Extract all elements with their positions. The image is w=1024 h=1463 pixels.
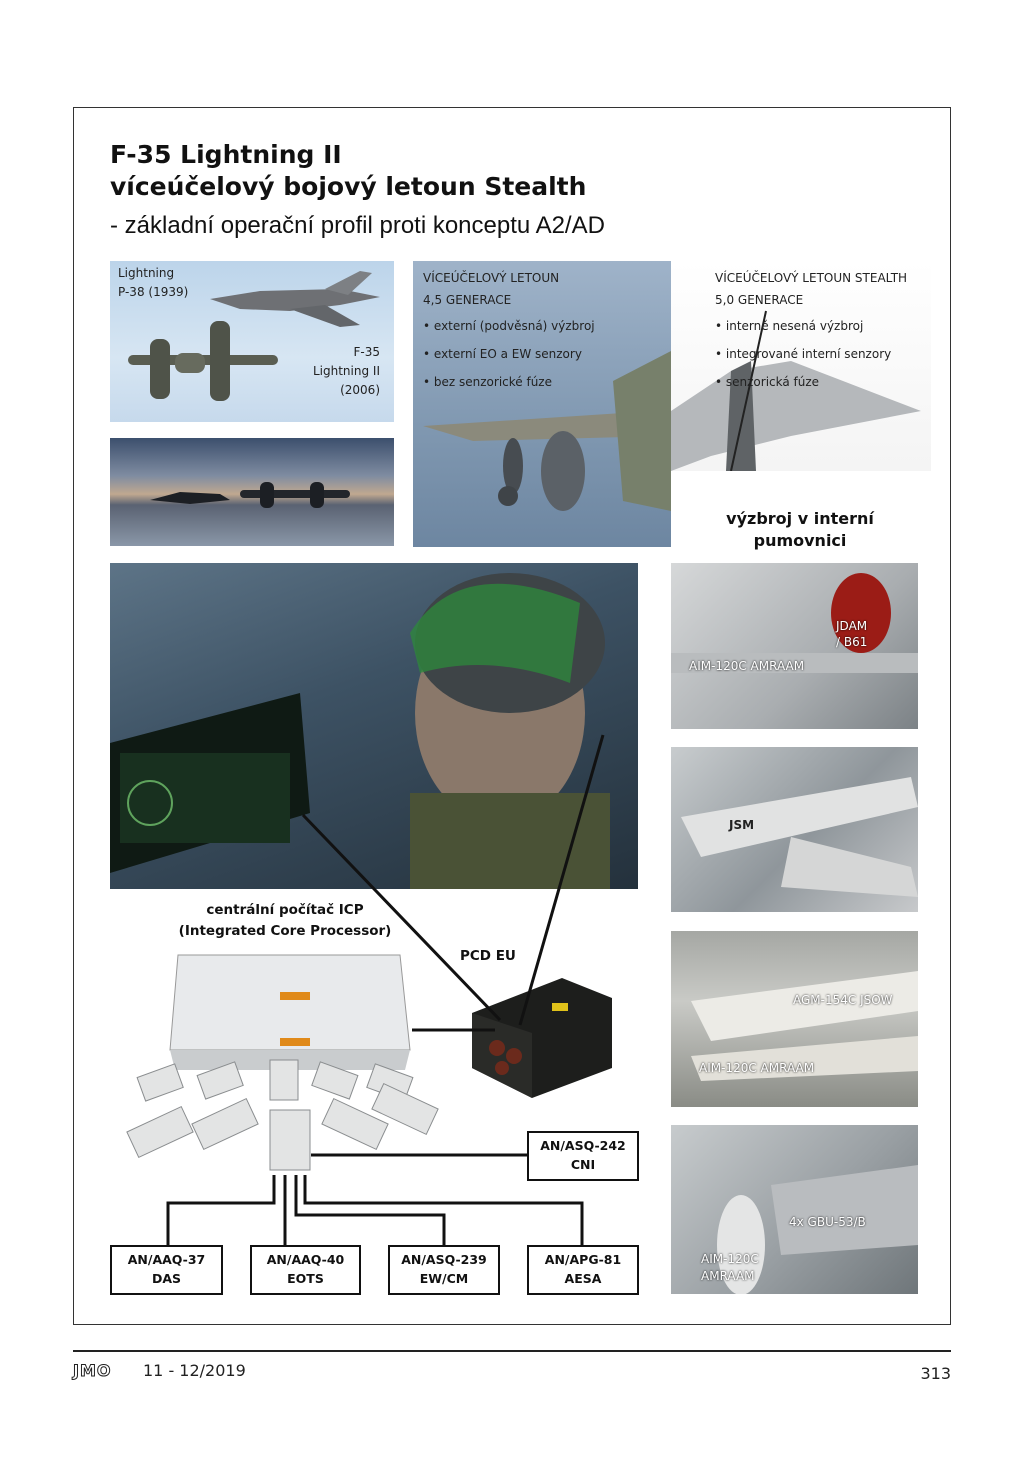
- label-gbu53: 4x GBU-53/B: [789, 1215, 866, 1229]
- gen50-bullet: • integrované interní senzory: [715, 347, 892, 361]
- label-lightning-ii: Lightning II: [312, 364, 380, 378]
- box-das-line-2: DAS: [151, 1271, 182, 1286]
- page-number: 313: [920, 1364, 951, 1383]
- icp-label-line-1: centrální počítač ICP: [206, 902, 364, 918]
- label-agm154c: AGM-154C JSOW: [793, 993, 893, 1007]
- gen45-bullet: • externí EO a EW senzory: [423, 347, 582, 361]
- page-title-line-2: víceúčelový bojový letoun Stealth: [110, 172, 587, 201]
- pcd-label: PCD EU: [460, 948, 516, 964]
- label-2006: (2006): [340, 383, 380, 397]
- box-ewcm-line-1: AN/ASQ-239: [401, 1252, 487, 1267]
- gen45-bullet: • bez senzorické fúze: [423, 375, 552, 389]
- box-eots: [250, 1245, 361, 1295]
- box-cni: [527, 1131, 639, 1181]
- weapons-caption-line-1: výzbroj v interní: [726, 509, 874, 528]
- footer-issue: 11 - 12/2019: [143, 1361, 246, 1380]
- label-lightning: Lightning: [118, 266, 175, 280]
- label-f35: F-35: [353, 345, 380, 359]
- gen50-title: VÍCEÚČELOVÝ LETOUN STEALTH: [715, 271, 908, 285]
- label-jdam: JDAM: [836, 619, 868, 633]
- box-aesa-line-2: AESA: [564, 1271, 602, 1286]
- page-subtitle: - základní operační profil proti konceptu A2/AD: [110, 212, 605, 239]
- label-p38: P-38 (1939): [118, 285, 189, 299]
- box-ewcm-line-2: EW/CM: [419, 1271, 469, 1286]
- gen45-title: VÍCEÚČELOVÝ LETOUN: [423, 271, 560, 285]
- label-aim120c: AIM-120C AMRAAM: [699, 1061, 815, 1075]
- box-eots-line-2: EOTS: [287, 1271, 324, 1286]
- box-das: [110, 1245, 223, 1295]
- footer-divider: [73, 1350, 951, 1352]
- footer-logo: JMO: [73, 1361, 112, 1380]
- page-title-line-1: F-35 Lightning II: [110, 140, 342, 169]
- box-cni-line-1: AN/ASQ-242: [540, 1138, 626, 1153]
- label-aim120c: AIM-120C: [701, 1252, 759, 1266]
- label-amraam: AMRAAM: [701, 1269, 755, 1283]
- box-aesa: [527, 1245, 639, 1295]
- icp-label-line-2: (Integrated Core Processor): [178, 923, 392, 939]
- label-b61: / B61: [836, 635, 868, 649]
- box-ewcm: [388, 1245, 500, 1295]
- box-eots-line-1: AN/AAQ-40: [266, 1252, 345, 1267]
- label-jsm: JSM: [729, 818, 755, 832]
- box-aesa-line-1: AN/APG-81: [544, 1252, 622, 1267]
- box-cni-line-2: CNI: [570, 1157, 596, 1172]
- label-aim120c: AIM-120C AMRAAM: [689, 659, 805, 673]
- gen50-bullet: • interně nesená výzbroj: [715, 319, 864, 333]
- gen50-subtitle: 5,0 GENERACE: [715, 293, 804, 307]
- gen50-bullet: • senzorická fúze: [715, 375, 820, 389]
- weapons-caption-line-2: pumovnici: [753, 531, 847, 550]
- box-das-line-1: AN/AAQ-37: [127, 1252, 206, 1267]
- gen45-subtitle: 4,5 GENERACE: [423, 293, 512, 307]
- gen45-bullet: • externí (podvěsná) výzbroj: [423, 319, 595, 333]
